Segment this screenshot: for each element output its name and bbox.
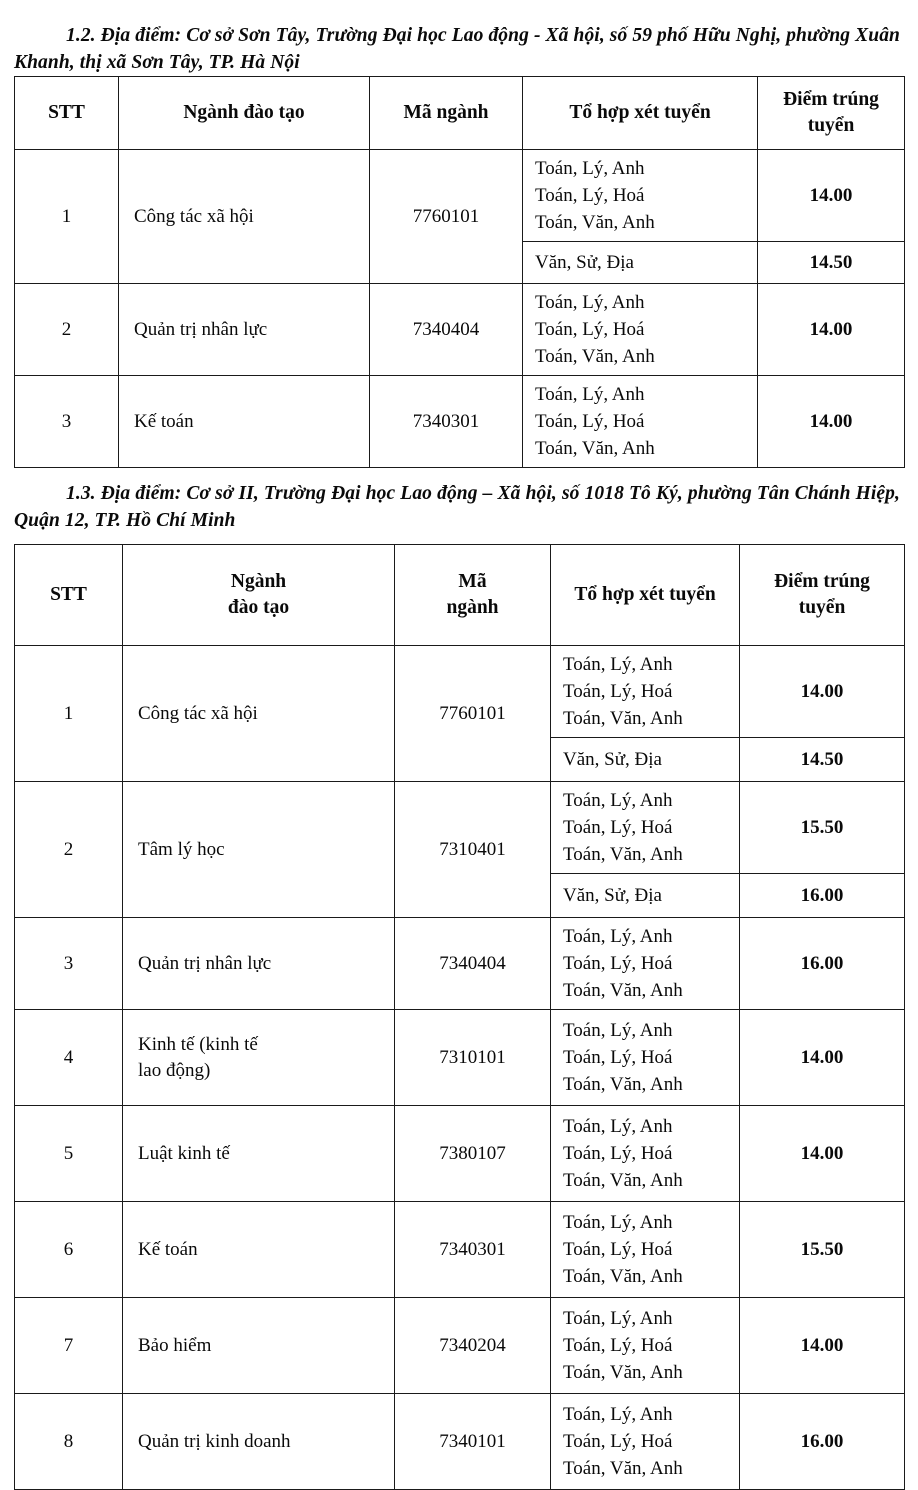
cell-score: 16.00 — [740, 874, 905, 918]
cell-stt: 4 — [15, 1010, 123, 1106]
column-header-code: Mã ngành — [370, 77, 523, 150]
table-header — [15, 545, 905, 646]
cell-code: 7340101 — [395, 1394, 551, 1490]
cell-major — [123, 1010, 395, 1106]
cell-combo — [523, 284, 758, 376]
combo-line: Toán, Lý, Anh — [563, 1212, 673, 1233]
cell-major: Quản trị nhân lực — [119, 284, 370, 376]
column-header-score — [758, 77, 905, 150]
cell-code: 7340301 — [370, 376, 523, 468]
cell-code: 7380107 — [395, 1106, 551, 1202]
cell-combo — [551, 918, 740, 1010]
combo-line: Toán, Lý, Hoá — [563, 817, 673, 838]
column-header-score-line1: Điểm trúng — [774, 571, 870, 592]
cell-stt: 1 — [15, 150, 119, 284]
cell-code: 7340301 — [395, 1202, 551, 1298]
cell-major: Quản trị nhân lực — [123, 918, 395, 1010]
cell-code: 7760101 — [370, 150, 523, 284]
cell-stt: 5 — [15, 1106, 123, 1202]
table-body — [15, 150, 905, 468]
cell-code: 7310401 — [395, 782, 551, 918]
cell-score: 14.00 — [758, 150, 905, 242]
cell-score: 14.00 — [740, 1106, 905, 1202]
cell-stt: 6 — [15, 1202, 123, 1298]
column-header-major — [123, 545, 395, 646]
cell-major-line1: Kinh tế (kinh tế — [138, 1033, 258, 1055]
cell-stt: 8 — [15, 1394, 123, 1490]
table-row — [15, 1010, 905, 1106]
cell-major: Quản trị kinh doanh — [123, 1394, 395, 1490]
combo-line: Toán, Lý, Anh — [563, 926, 673, 947]
table-row — [15, 1202, 905, 1298]
combo-line: Toán, Văn, Anh — [563, 1458, 683, 1479]
table-header-row — [15, 545, 905, 646]
cell-score: 16.00 — [740, 1394, 905, 1490]
cell-code: 7310101 — [395, 1010, 551, 1106]
column-header-code — [395, 545, 551, 646]
cell-stt: 2 — [15, 782, 123, 918]
cell-combo — [551, 1202, 740, 1298]
cell-stt: 3 — [15, 376, 119, 468]
table-row — [15, 918, 905, 1010]
combo-line: Toán, Lý, Hoá — [563, 953, 673, 974]
cell-combo — [523, 242, 758, 284]
cell-code: 7340404 — [370, 284, 523, 376]
combo-line: Toán, Lý, Hoá — [563, 1239, 673, 1260]
section-heading-1-2: 1.2. Địa điểm: Cơ sở Sơn Tây, Trường Đại học Lao động - Xã hội, số 59 phố Hữu Nghị, phường Xuân Khanh, thị xã Sơn Tây, TP. Hà Nội — [14, 25, 900, 73]
column-header-major-line2: đào tạo — [227, 597, 290, 618]
combo-line: Toán, Văn, Anh — [563, 1266, 683, 1287]
cell-combo — [523, 150, 758, 242]
table-header — [15, 77, 905, 150]
cell-major: Công tác xã hội — [119, 150, 370, 284]
cell-score: 14.00 — [758, 376, 905, 468]
table-row — [15, 782, 905, 874]
cell-score: 15.50 — [740, 782, 905, 874]
combo-line: Toán, Lý, Anh — [563, 1308, 673, 1329]
combo-line: Toán, Lý, Hoá — [535, 319, 645, 340]
cell-stt: 1 — [15, 646, 123, 782]
cell-score: 14.00 — [740, 1010, 905, 1106]
combo-line: Toán, Lý, Anh — [563, 1116, 673, 1137]
column-header-score-line1: Điểm trúng — [783, 89, 879, 110]
cell-combo — [551, 1010, 740, 1106]
cell-score: 14.00 — [758, 284, 905, 376]
cell-score: 14.50 — [758, 242, 905, 284]
table-row — [15, 1394, 905, 1490]
cell-score: 14.50 — [740, 738, 905, 782]
combo-line: Toán, Văn, Anh — [563, 844, 683, 865]
cell-major: Công tác xã hội — [123, 646, 395, 782]
cell-code: 7340204 — [395, 1298, 551, 1394]
cell-stt: 7 — [15, 1298, 123, 1394]
column-header-score — [740, 545, 905, 646]
cell-major: Kế toán — [119, 376, 370, 468]
combo-line: Toán, Văn, Anh — [563, 1362, 683, 1383]
combo-line: Toán, Văn, Anh — [563, 980, 683, 1001]
cell-major-line2: lao động) — [138, 1059, 211, 1081]
combo-line: Toán, Văn, Anh — [535, 346, 655, 367]
table-body — [15, 646, 905, 1490]
combo-line: Toán, Văn, Anh — [563, 708, 683, 729]
column-header-score-line2: tuyển — [798, 597, 846, 618]
cell-stt: 2 — [15, 284, 119, 376]
cell-combo — [551, 874, 740, 918]
column-header-major-line1: Ngành — [230, 571, 287, 592]
cell-combo — [551, 1298, 740, 1394]
table-header-row — [15, 77, 905, 150]
column-header-stt: STT — [15, 545, 123, 646]
combo-line: Văn, Sử, Địa — [563, 749, 662, 770]
combo-line: Toán, Văn, Anh — [563, 1170, 683, 1191]
column-header-stt: STT — [15, 77, 119, 150]
column-header-code-line1: Mã — [458, 571, 487, 592]
column-header-combo: Tổ hợp xét tuyển — [551, 545, 740, 646]
combo-line: Toán, Văn, Anh — [563, 1074, 683, 1095]
combo-line: Toán, Lý, Hoá — [535, 185, 645, 206]
table-row — [15, 1298, 905, 1394]
combo-line: Toán, Lý, Anh — [535, 384, 645, 405]
table-row — [15, 284, 905, 376]
section-heading-1-3: 1.3. Địa điểm: Cơ sở II, Trường Đại học Lao động – Xã hội, số 1018 Tô Ký, phường Tân Chánh Hiệp, Quận 12, TP. Hồ Chí Minh — [14, 483, 900, 531]
admission-score-table-son-tay — [14, 76, 905, 468]
combo-line: Toán, Văn, Anh — [535, 438, 655, 459]
column-header-major: Ngành đào tạo — [119, 77, 370, 150]
cell-combo — [523, 376, 758, 468]
cell-score: 15.50 — [740, 1202, 905, 1298]
table-row — [15, 376, 905, 468]
cell-major: Kế toán — [123, 1202, 395, 1298]
table-row — [15, 1106, 905, 1202]
combo-line: Toán, Lý, Hoá — [563, 1431, 673, 1452]
combo-line: Toán, Lý, Anh — [563, 654, 673, 675]
cell-combo — [551, 1394, 740, 1490]
combo-line: Toán, Lý, Anh — [563, 1020, 673, 1041]
cell-major: Bảo hiểm — [123, 1298, 395, 1394]
combo-line: Toán, Văn, Anh — [535, 212, 655, 233]
combo-line: Toán, Lý, Anh — [563, 790, 673, 811]
table-row — [15, 646, 905, 738]
cell-score: 16.00 — [740, 918, 905, 1010]
cell-major: Luật kinh tế — [123, 1106, 395, 1202]
combo-line: Văn, Sử, Địa — [535, 252, 634, 273]
combo-line: Toán, Lý, Hoá — [563, 681, 673, 702]
cell-combo — [551, 1106, 740, 1202]
column-header-score-line2: tuyển — [807, 115, 855, 136]
cell-combo — [551, 646, 740, 738]
cell-code: 7340404 — [395, 918, 551, 1010]
combo-line: Toán, Lý, Hoá — [563, 1335, 673, 1356]
admission-score-table-co-so-ii — [14, 544, 905, 1490]
cell-score: 14.00 — [740, 646, 905, 738]
cell-code: 7760101 — [395, 646, 551, 782]
combo-line: Toán, Lý, Hoá — [563, 1143, 673, 1164]
cell-combo — [551, 782, 740, 874]
cell-combo — [551, 738, 740, 782]
column-header-combo: Tổ hợp xét tuyển — [523, 77, 758, 150]
cell-stt: 3 — [15, 918, 123, 1010]
column-header-code-line2: ngành — [446, 597, 499, 618]
combo-line: Toán, Lý, Hoá — [535, 411, 645, 432]
cell-major: Tâm lý học — [123, 782, 395, 918]
combo-line: Toán, Lý, Hoá — [563, 1047, 673, 1068]
table-row — [15, 150, 905, 242]
combo-line: Toán, Lý, Anh — [535, 158, 645, 179]
cell-score: 14.00 — [740, 1298, 905, 1394]
combo-line: Toán, Lý, Anh — [535, 292, 645, 313]
combo-line: Toán, Lý, Anh — [563, 1404, 673, 1425]
combo-line: Văn, Sử, Địa — [563, 885, 662, 906]
